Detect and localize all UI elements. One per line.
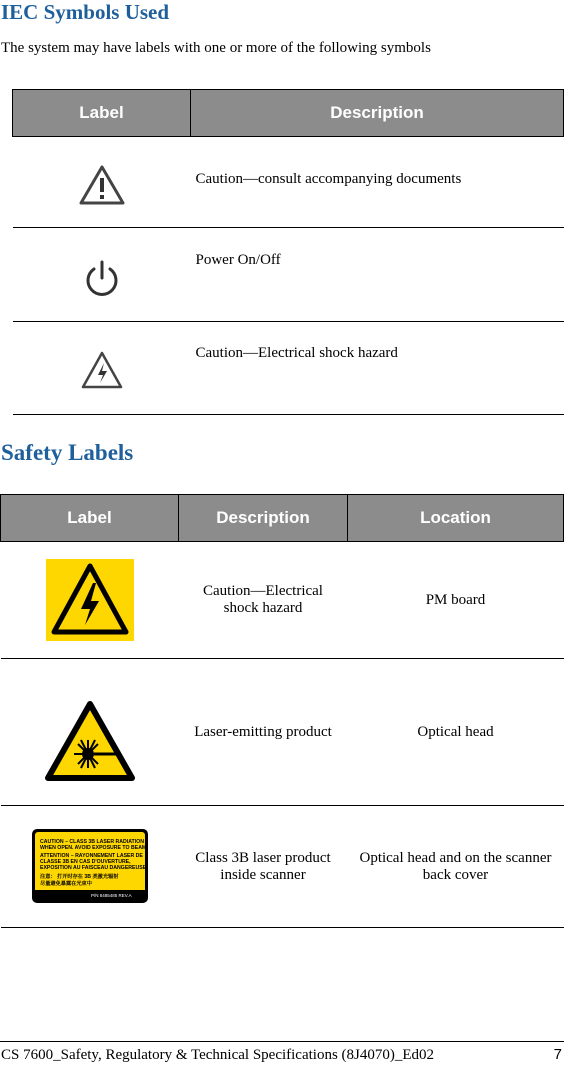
- location-cell: [348, 542, 564, 659]
- column-header-label: Label: [1, 495, 179, 542]
- iec-intro-text: The system may have labels with one or more of the following symbols: [1, 40, 431, 56]
- description-cell: [191, 137, 564, 228]
- description-text: Caution—Electrical shock hazard: [203, 583, 323, 616]
- iec-symbols-table: [12, 89, 564, 415]
- column-header-description: Description: [191, 90, 564, 137]
- location-text: PM board: [425, 591, 486, 608]
- page-number: 7: [553, 1046, 562, 1063]
- laser-class-label-icon: [31, 828, 149, 904]
- power-icon: [82, 259, 122, 299]
- table-row: [1, 542, 564, 659]
- table-row: [1, 659, 564, 806]
- laser-label-line: ATTENTION – RAYONNEMENT LASER DE: [39, 852, 143, 859]
- description-text: Laser-emitting product: [194, 723, 332, 740]
- description-cell: [191, 228, 564, 322]
- table-row: [13, 228, 564, 322]
- column-header-description: Description: [179, 495, 348, 542]
- description-text: Class 3B laser product inside scanner: [195, 849, 331, 883]
- table-row: [13, 322, 564, 415]
- label-cell: [13, 228, 191, 322]
- column-header-location: Location: [348, 495, 564, 542]
- safety-section-title: Safety Labels: [1, 440, 134, 465]
- laser-warning-sign-icon: [45, 700, 135, 782]
- laser-label-line: 尽量避免暴露在光束中: [39, 880, 92, 887]
- description-text: Power On/Off: [195, 252, 281, 268]
- label-cell: [13, 322, 191, 415]
- location-cell: [348, 659, 564, 806]
- table-header-row: [1, 495, 564, 542]
- laser-label-line: WHEN OPEN. AVOID EXPOSURE TO BEAM.: [39, 844, 148, 851]
- description-cell: [191, 322, 564, 415]
- location-text: Optical head and on the scanner back cover: [359, 849, 552, 883]
- location-cell: [348, 806, 564, 928]
- laser-label-part-number: P/N 8485485 REV.A: [90, 892, 132, 898]
- laser-label-line: 注意： 打开时存在 3B 类激光辐射: [39, 873, 118, 880]
- page-footer: [0, 1041, 564, 1066]
- label-cell: [13, 137, 191, 228]
- footer-text: CS 7600_Safety, Regulatory & Technical Specifications (8J4070)_Ed02: [1, 1047, 435, 1063]
- high-voltage-sign-icon: [46, 559, 134, 641]
- location-text: Optical head: [417, 723, 494, 740]
- laser-label-line: EXPOSITION AU FAISCEAU DANGEREUSE.: [39, 864, 148, 871]
- description-cell: [179, 659, 348, 806]
- caution-triangle-icon: [78, 164, 126, 206]
- label-cell: [1, 806, 179, 928]
- description-text: Caution—Electrical shock hazard: [195, 345, 398, 361]
- description-cell: [179, 542, 348, 659]
- electrical-shock-triangle-icon: [80, 350, 124, 390]
- column-header-label: Label: [13, 90, 191, 137]
- table-header-row: [13, 90, 564, 137]
- table-row: [1, 806, 564, 928]
- label-cell: [1, 542, 179, 659]
- description-text: Caution—consult accompanying documents: [195, 171, 462, 187]
- iec-section-title: IEC Symbols Used: [1, 0, 170, 24]
- description-cell: [179, 806, 348, 928]
- laser-label-line: CLASSE 3B EN CAS D'OUVERTURE,: [39, 858, 131, 865]
- safety-labels-table: [0, 494, 564, 928]
- table-row: [13, 137, 564, 228]
- laser-label-line: CAUTION – CLASS 3B LASER RADIATION: [39, 838, 144, 845]
- label-cell: [1, 659, 179, 806]
